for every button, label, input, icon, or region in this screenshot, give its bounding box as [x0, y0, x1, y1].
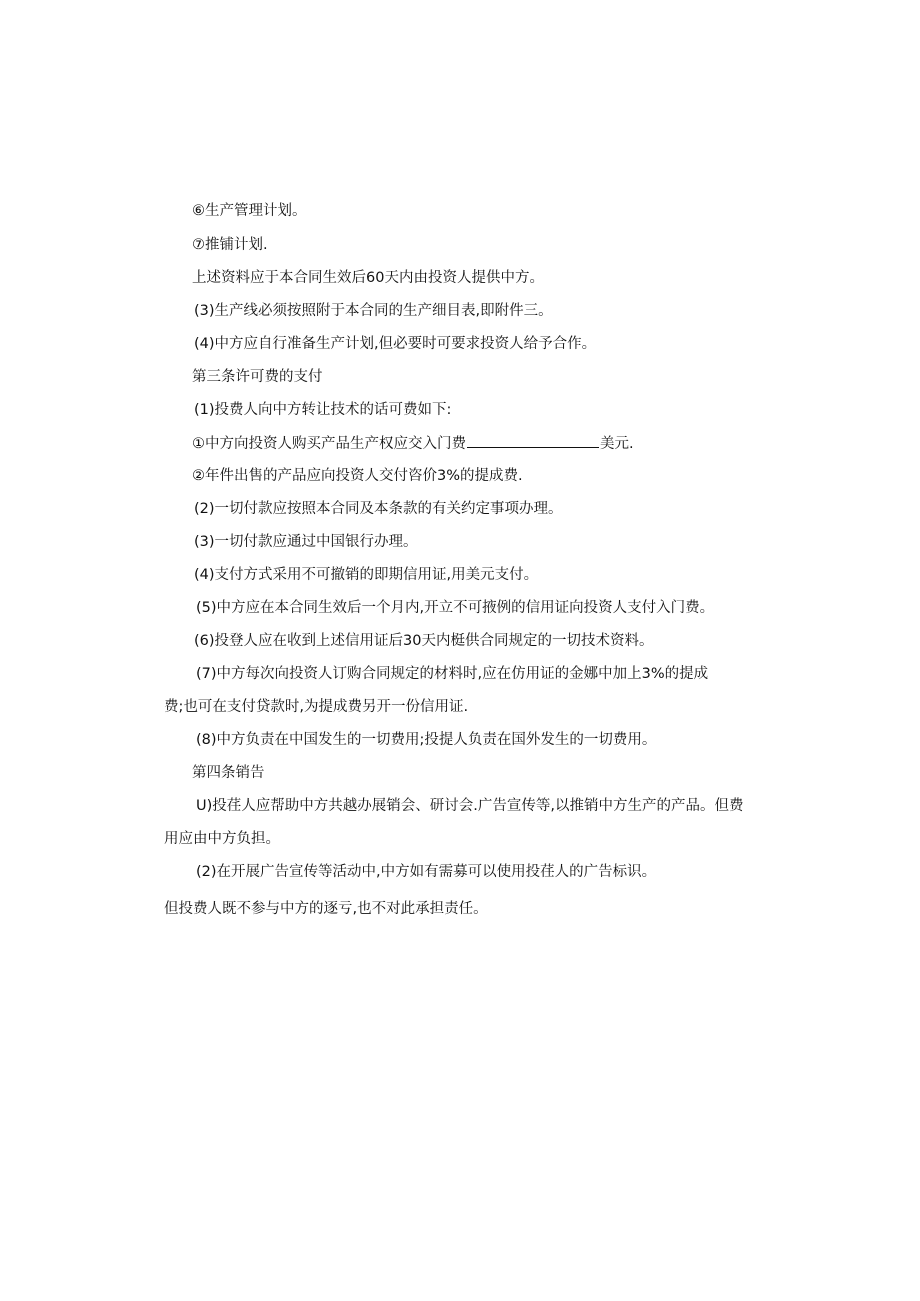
clause-item-3: (3)生产线必须按照附于本合同的生产细目表,即附件三。: [194, 303, 553, 319]
sales-clause-1: U)投荏人应帮助中方共越办展销会、研讨会.广告宣传等,以推销中方生产的产品。但费: [196, 798, 744, 814]
clause-item-7-continued: 费;也可在支付贷款时,为提成费另开一份信用证.: [164, 699, 469, 715]
fee-entry-line: [192, 433, 634, 454]
fee-amount-blank[interactable]: [467, 433, 599, 448]
list-item-6: ⑥生产管理计划。: [192, 203, 307, 219]
clause-item-5: (5)中方应在本合同生效后一个月内,开立不可掖例的信用证向投资人支付入门费。: [196, 600, 715, 616]
clause-item-8: (8)中方负责在中国发生的一切费用;投提人负责在国外发生的一切费用。: [196, 732, 657, 748]
list-item-7: ⑦推铺计划.: [192, 237, 268, 253]
fee-entry-text: ①中方向投资人购买产品生产权应交入门费: [192, 436, 466, 452]
clause-item-2: (2)一切付款应按照本合同及本条款的有关约定事项办理。: [194, 501, 563, 517]
sales-clause-1-continued: 用应由中方负担。: [164, 831, 280, 847]
closing-paragraph: 但投费人既不参与中方的逐亏,也不对此承担责任。: [164, 901, 488, 917]
sales-clause-2: (2)在开展广告宣传等活动中,中方如有需募可以使用投荏人的广告标识。: [196, 864, 657, 880]
clause-item-4b: (4)支付方式采用不可撤销的即期信用证,用美元支付。: [194, 567, 539, 583]
clause-item-7: (7)中方每次向投资人订购合同规定的材料时,应在仿用证的金娜中加上3%的提成: [196, 666, 709, 682]
clause-item-1: (1)投费人向中方转让技术的话可费如下:: [194, 402, 452, 418]
paragraph-materials-deadline: 上述资料应于本合同生效后60天内由投资人提供中方。: [192, 270, 544, 286]
clause-item-3b: (3)一切付款应通过中国银行办理。: [194, 534, 418, 550]
fee-entry-unit: 美元.: [600, 436, 634, 452]
clause-item-4: (4)中方应自行准备生产计划,但必要时可要求投资人给予合作。: [194, 336, 597, 352]
royalty-entry-line: ②年件出售的产品应向投资人交付咨价3%的提成费.: [192, 468, 523, 484]
clause-item-6: (6)投登人应在收到上述信用证后30天内梃供合同规定的一切技术资料。: [194, 633, 654, 649]
section-heading-article-4: 第四条销告: [192, 765, 265, 781]
section-heading-article-3: 第三条许可费的支付: [192, 369, 323, 385]
